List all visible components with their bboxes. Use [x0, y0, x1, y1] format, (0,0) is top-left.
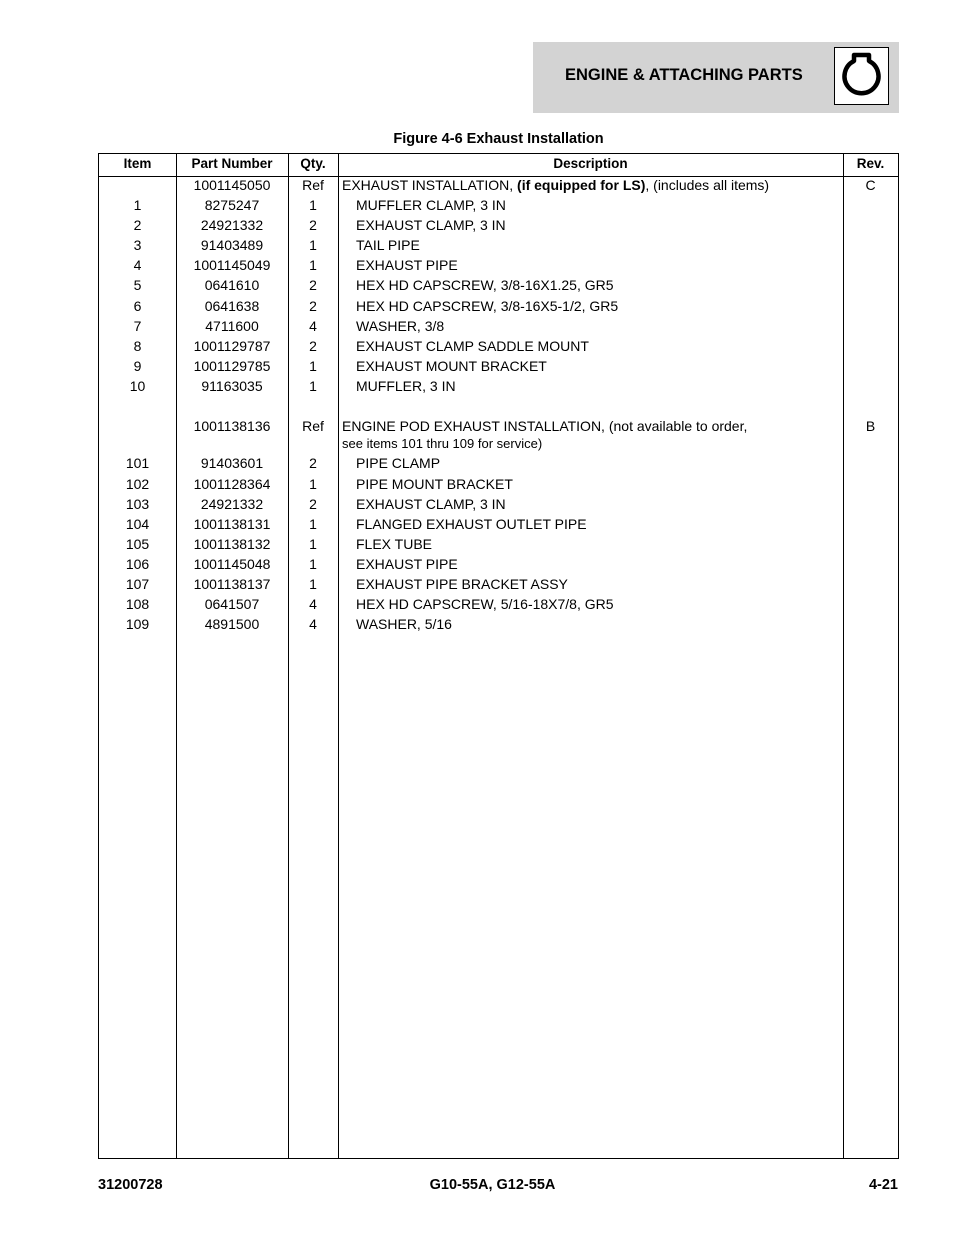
description: EXHAUST PIPE	[356, 257, 458, 273]
page-number: 4-21	[868, 1177, 898, 1193]
description: PIPE MOUNT BRACKET	[356, 476, 513, 492]
section-title: ENGINE & ATTACHING PARTS	[565, 66, 803, 84]
part-number: 4891500	[204, 616, 260, 632]
item-number: 102	[125, 476, 150, 492]
item-number: 101	[125, 455, 150, 471]
item-number: 108	[125, 596, 150, 612]
description: MUFFLER CLAMP, 3 IN	[356, 197, 506, 213]
item-number: 106	[125, 556, 150, 572]
revision: C	[865, 177, 876, 193]
part-number: 91163035	[201, 378, 263, 394]
engine-icon	[834, 47, 889, 105]
part-number: 0641507	[204, 596, 260, 612]
part-number: 0641610	[204, 277, 260, 293]
quantity: 2	[309, 455, 317, 471]
part-number: 1001145049	[193, 257, 271, 273]
quantity: 2	[309, 217, 317, 233]
description: EXHAUST MOUNT BRACKET	[356, 358, 547, 374]
description: EXHAUST PIPE BRACKET ASSY	[356, 576, 568, 592]
quantity: 1	[309, 358, 317, 374]
quantity: 4	[309, 596, 317, 612]
item-number: 4	[133, 257, 142, 273]
section-header-tab	[533, 42, 899, 113]
item-number: 9	[133, 358, 142, 374]
part-number: 91403601	[200, 455, 264, 471]
description: WASHER, 3/8	[356, 318, 445, 334]
part-number: 1001145050	[193, 177, 271, 193]
part-number: 24921332	[200, 496, 264, 512]
description: MUFFLER, 3 IN	[356, 378, 456, 394]
item-number: 1	[133, 197, 142, 213]
description: EXHAUST CLAMP, 3 IN	[356, 496, 506, 512]
column-divider	[338, 154, 339, 1158]
quantity: 2	[309, 298, 317, 314]
item-number: 6	[133, 298, 142, 314]
description: FLEX TUBE	[356, 536, 432, 552]
part-number: 1001138136	[193, 418, 271, 434]
description: FLANGED EXHAUST OUTLET PIPE	[356, 516, 587, 532]
description: EXHAUST PIPE	[356, 556, 458, 572]
part-number: 1001129785	[193, 358, 271, 374]
figure-title: Figure 4-6 Exhaust Installation	[393, 131, 604, 147]
item-number: 109	[125, 616, 150, 632]
header-qty: Qty.	[300, 156, 326, 171]
quantity: 4	[309, 318, 317, 334]
item-number: 10	[129, 378, 146, 394]
part-number: 1001129787	[193, 338, 271, 354]
part-number: 91403489	[200, 237, 264, 253]
model-numbers: G10-55A, G12-55A	[429, 1177, 556, 1193]
item-number: 104	[125, 516, 150, 532]
header-part-number: Part Number	[191, 156, 273, 171]
description: WASHER, 5/16	[356, 616, 452, 632]
part-number: 24921332	[200, 217, 264, 233]
description: HEX HD CAPSCREW, 3/8-16X5-1/2, GR5	[356, 298, 619, 314]
quantity: 1	[309, 536, 317, 552]
part-number: 4711600	[205, 318, 259, 334]
part-number: 1001138137	[193, 576, 271, 592]
quantity: 1	[309, 378, 317, 394]
description: HEX HD CAPSCREW, 3/8-16X1.25, GR5	[356, 277, 614, 293]
item-number: 103	[125, 496, 150, 512]
part-number: 1001128364	[193, 476, 271, 492]
item-number: 107	[125, 576, 150, 592]
quantity: 2	[309, 496, 317, 512]
item-number: 3	[133, 237, 142, 253]
header-item: Item	[123, 156, 152, 171]
part-number: 1001138131	[193, 516, 271, 532]
quantity: Ref	[302, 418, 324, 434]
part-number: 0641638	[204, 298, 260, 314]
header-rev: Rev.	[856, 156, 885, 171]
description: EXHAUST INSTALLATION, (if equipped for LS), (includes all items)	[342, 177, 770, 193]
description: TAIL PIPE	[356, 237, 420, 253]
header-description: Description	[553, 156, 628, 171]
item-number: 8	[133, 338, 142, 354]
quantity: 2	[309, 338, 317, 354]
quantity: 4	[309, 616, 317, 632]
part-number: 8275247	[204, 197, 260, 213]
item-number: 7	[133, 318, 142, 334]
quantity: 1	[309, 257, 317, 273]
quantity: 1	[309, 556, 317, 572]
parts-table	[98, 153, 899, 1159]
description: HEX HD CAPSCREW, 5/16-18X7/8, GR5	[356, 596, 614, 612]
description: EXHAUST CLAMP SADDLE MOUNT	[356, 338, 589, 354]
description: PIPE CLAMP	[356, 455, 441, 471]
revision: B	[865, 418, 876, 434]
item-number: 5	[133, 277, 142, 293]
quantity: 1	[309, 197, 317, 213]
description: EXHAUST CLAMP, 3 IN	[356, 217, 506, 233]
quantity: 1	[309, 476, 317, 492]
item-number: 105	[125, 536, 150, 552]
document-number: 31200728	[98, 1177, 163, 1193]
quantity: 1	[309, 516, 317, 532]
part-number: 1001145048	[193, 556, 271, 572]
quantity: 2	[309, 277, 317, 293]
quantity: 1	[309, 237, 317, 253]
quantity: Ref	[302, 177, 324, 193]
item-number: 2	[133, 217, 142, 233]
part-number: 1001138132	[193, 536, 271, 552]
quantity: 1	[309, 576, 317, 592]
description: ENGINE POD EXHAUST INSTALLATION, (not available to order, see items 101 thru 109 for service)	[342, 418, 748, 451]
